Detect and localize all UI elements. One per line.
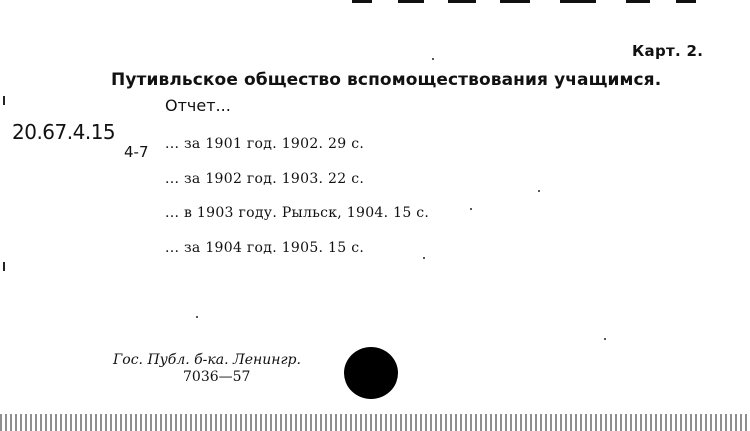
entry-1904: ... за 1904 год. 1905. 15 с. bbox=[165, 240, 365, 256]
entry-1902: ... за 1902 год. 1903. 22 с. bbox=[165, 171, 365, 187]
card-number: Карт. 2. bbox=[632, 42, 704, 60]
scan-mark bbox=[626, 0, 650, 3]
scan-mark bbox=[398, 0, 424, 3]
scan-speck bbox=[604, 338, 606, 340]
card-subtitle: Отчет... bbox=[165, 96, 231, 115]
shelfmark-subscript: 4-7 bbox=[124, 143, 149, 161]
shelfmark: 20.67.4.15 bbox=[12, 120, 116, 144]
scan-speck bbox=[470, 208, 472, 210]
card-title: Путивльское общество вспомоществования учащимся. bbox=[111, 70, 662, 90]
scan-mark bbox=[676, 0, 696, 3]
scan-speck bbox=[423, 257, 425, 259]
scan-mark bbox=[500, 0, 530, 3]
scan-speck bbox=[196, 316, 198, 318]
library-number: 7036—57 bbox=[183, 369, 251, 385]
card-bottom-edge bbox=[0, 414, 750, 431]
punch-hole bbox=[344, 347, 398, 399]
margin-tick bbox=[3, 96, 5, 105]
entry-1901: ... за 1901 год. 1902. 29 с. bbox=[165, 136, 365, 152]
scan-speck bbox=[538, 190, 540, 192]
scan-mark bbox=[448, 0, 476, 3]
library-stamp: Гос. Публ. б-ка. Ленингр. bbox=[113, 352, 301, 368]
scan-mark bbox=[352, 0, 372, 3]
entry-1903: ... в 1903 году. Рыльск, 1904. 15 с. bbox=[165, 205, 430, 221]
margin-tick bbox=[3, 262, 5, 271]
scan-mark bbox=[560, 0, 596, 3]
scan-speck bbox=[432, 58, 434, 60]
